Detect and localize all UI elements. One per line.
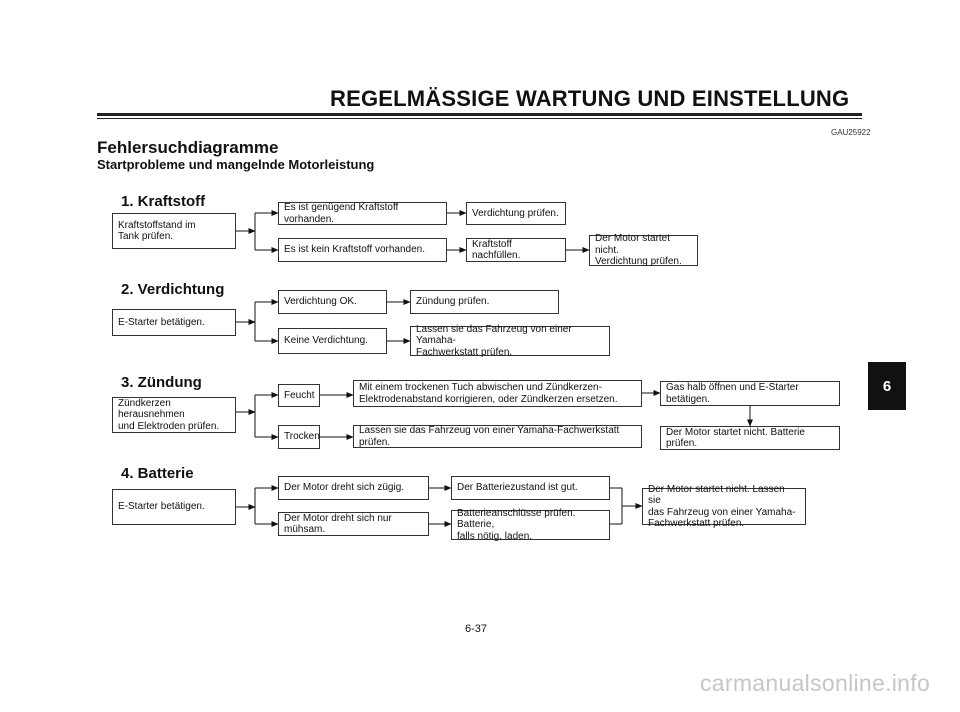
fuel-no-next-box: Kraftstoff nachfüllen. — [466, 238, 566, 262]
battery-start-box: E-Starter betätigen. — [112, 489, 236, 525]
ignition-start-box: Zündkerzen herausnehmen und Elektroden prüfen. — [112, 397, 236, 433]
section-heading: Fehlersuchdiagramme — [97, 138, 279, 157]
ignition-dry-next-box: Lassen sie das Fahrzeug von einer Yamaha-Fachwerkstatt prüfen. — [353, 425, 642, 448]
battery-slow-next-box: Batterieanschlüsse prüfen. Batterie, falls nötig, laden. — [451, 510, 610, 540]
fuel-yes-box: Es ist genügend Kraftstoff vorhanden. — [278, 202, 447, 225]
ignition-wet-box: Feucht — [278, 384, 320, 407]
chapter-tab: 6 — [868, 362, 906, 410]
compression-no-box: Keine Verdichtung. — [278, 328, 387, 354]
ignition-dry-box: Trocken — [278, 425, 320, 449]
ignition-section-title: 3. Zündung — [121, 374, 202, 391]
fuel-no-box: Es ist kein Kraftstoff vorhanden. — [278, 238, 447, 262]
battery-section-title: 4. Batterie — [121, 465, 194, 482]
fuel-no-result-box: Der Motor startet nicht. Verdichtung prüfen. — [589, 235, 698, 266]
section-subheading: Startprobleme und mangelnde Motorleistung — [97, 157, 375, 172]
compression-yes-box: Verdichtung OK. — [278, 290, 387, 314]
battery-result-box: Der Motor startet nicht. Lassen sie das Fahrzeug von einer Yamaha- Fachwerkstatt prüfen. — [642, 488, 806, 525]
battery-fast-box: Der Motor dreht sich zügig. — [278, 476, 429, 500]
compression-no-next-box: Lassen sie das Fahrzeug von einer Yamaha- Fachwerkstatt prüfen. — [410, 326, 610, 356]
battery-slow-box: Der Motor dreht sich nur mühsam. — [278, 512, 429, 536]
compression-yes-next-box: Zündung prüfen. — [410, 290, 559, 314]
ignition-wet-next-box: Mit einem trockenen Tuch abwischen und Zündkerzen- Elektrodenabstand korrigieren, oder Zündkerzen ersetzen. — [353, 380, 642, 407]
compression-start-box: E-Starter betätigen. — [112, 309, 236, 336]
page-number: 6-37 — [465, 623, 488, 635]
watermark: carmanualsonline.info — [700, 670, 931, 696]
ignition-wet-action-box: Gas halb öffnen und E-Starter betätigen. — [660, 381, 840, 406]
battery-fast-next-box: Der Batteriezustand ist gut. — [451, 476, 610, 500]
document-code: GAU25922 — [831, 128, 871, 137]
ignition-wet-result-box: Der Motor startet nicht. Batterie prüfen. — [660, 426, 840, 450]
compression-section-title: 2. Verdichtung — [121, 281, 225, 298]
fuel-start-box: Kraftstoffstand im Tank prüfen. — [112, 213, 236, 249]
page-title: REGELMÄSSIGE WARTUNG UND EINSTELLUNG — [330, 86, 850, 111]
fuel-section-title: 1. Kraftstoff — [121, 193, 206, 210]
fuel-yes-next-box: Verdichtung prüfen. — [466, 202, 566, 225]
